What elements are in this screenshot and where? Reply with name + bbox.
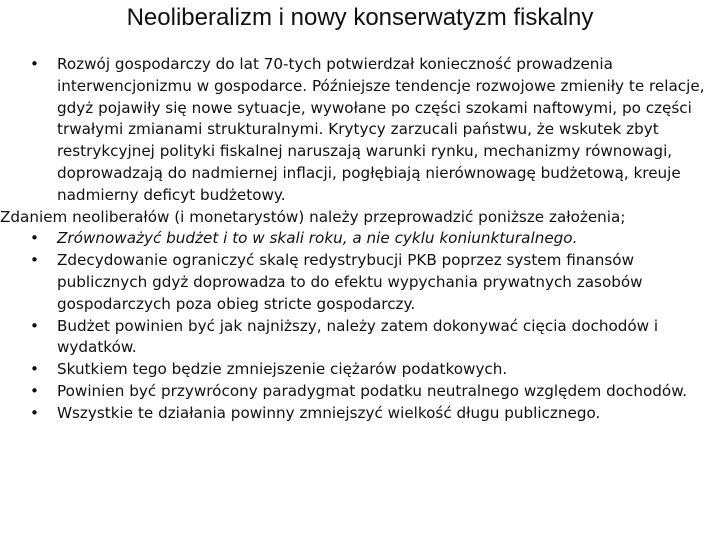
bullet-paragraph-intro bbox=[30, 54, 714, 207]
bullet-item-redistribution bbox=[30, 250, 714, 315]
bullet-icon: • bbox=[30, 316, 39, 335]
bullet-text: Wszystkie te działania powinny zmniejszyć wielkość długu publicznego. bbox=[57, 403, 601, 422]
bullet-text: Budżet powinien być jak najniższy, należy zatem dokonywać cięcia dochodów i wydatków. bbox=[57, 316, 659, 357]
bullet-text: Skutkiem tego będzie zmniejszenie ciężarów podatkowych. bbox=[57, 360, 508, 379]
bullet-text: Zrównoważyć budżet i to w skali roku, a nie cyklu koniunkturalnego. bbox=[57, 229, 578, 248]
bullet-icon: • bbox=[30, 229, 39, 248]
bullet-text: Rozwój gospodarczy do lat 70-tych potwierdzał konieczność prowadzenia interwencjonizmu w gospodarce. Późniejsze tendencje rozwojowe zmieniły te relacje, gdyż pojawiły się nowe sytuacje, wywołane po części szokami naftowymi, po części trwałymi zmianami strukturalnymi. Krytycy zarzucali państwu, że wskutek zbyt restrykcyjnej polityki fiskalnej naruszają warunki rynku, mechanizmy równowagi, doprowadzają do nadmiernej inflacji, pogłębiają nierównowagę budżetową, kreuje nadmierny deficyt budżetowy. bbox=[57, 55, 705, 204]
bullet-text: Zdecydowanie ograniczyć skalę redystrybucji PKB poprzez system finansów publicznych gdyż doprowadza to do efektu wypychania prywatnych zasobów gospodarczych poza obieg stricte gospodarczy. bbox=[57, 251, 643, 313]
bullet-item-balance-budget bbox=[30, 228, 714, 250]
intro-paragraph: Zdaniem neoliberałów (i monetarystów) należy przeprowadzić poniższe założenia; bbox=[0, 207, 626, 226]
bullet-icon: • bbox=[30, 381, 39, 400]
slide-title: Neoliberalizm i nowy konserwatyzm fiskalny bbox=[126, 4, 594, 31]
bullet-text: Powinien być przywrócony paradygmat podatku neutralnego względem dochodów. bbox=[57, 381, 688, 400]
bullet-item-tax-burden bbox=[30, 359, 714, 381]
bullet-icon: • bbox=[30, 251, 39, 270]
bullet-item-low-budget bbox=[30, 316, 714, 360]
slide-body bbox=[0, 54, 714, 425]
bullet-icon: • bbox=[30, 403, 39, 422]
bullet-item-public-debt bbox=[30, 403, 714, 425]
bullet-icon: • bbox=[30, 360, 39, 379]
bullet-icon: • bbox=[30, 55, 39, 73]
bullet-item-neutral-tax bbox=[30, 381, 714, 403]
